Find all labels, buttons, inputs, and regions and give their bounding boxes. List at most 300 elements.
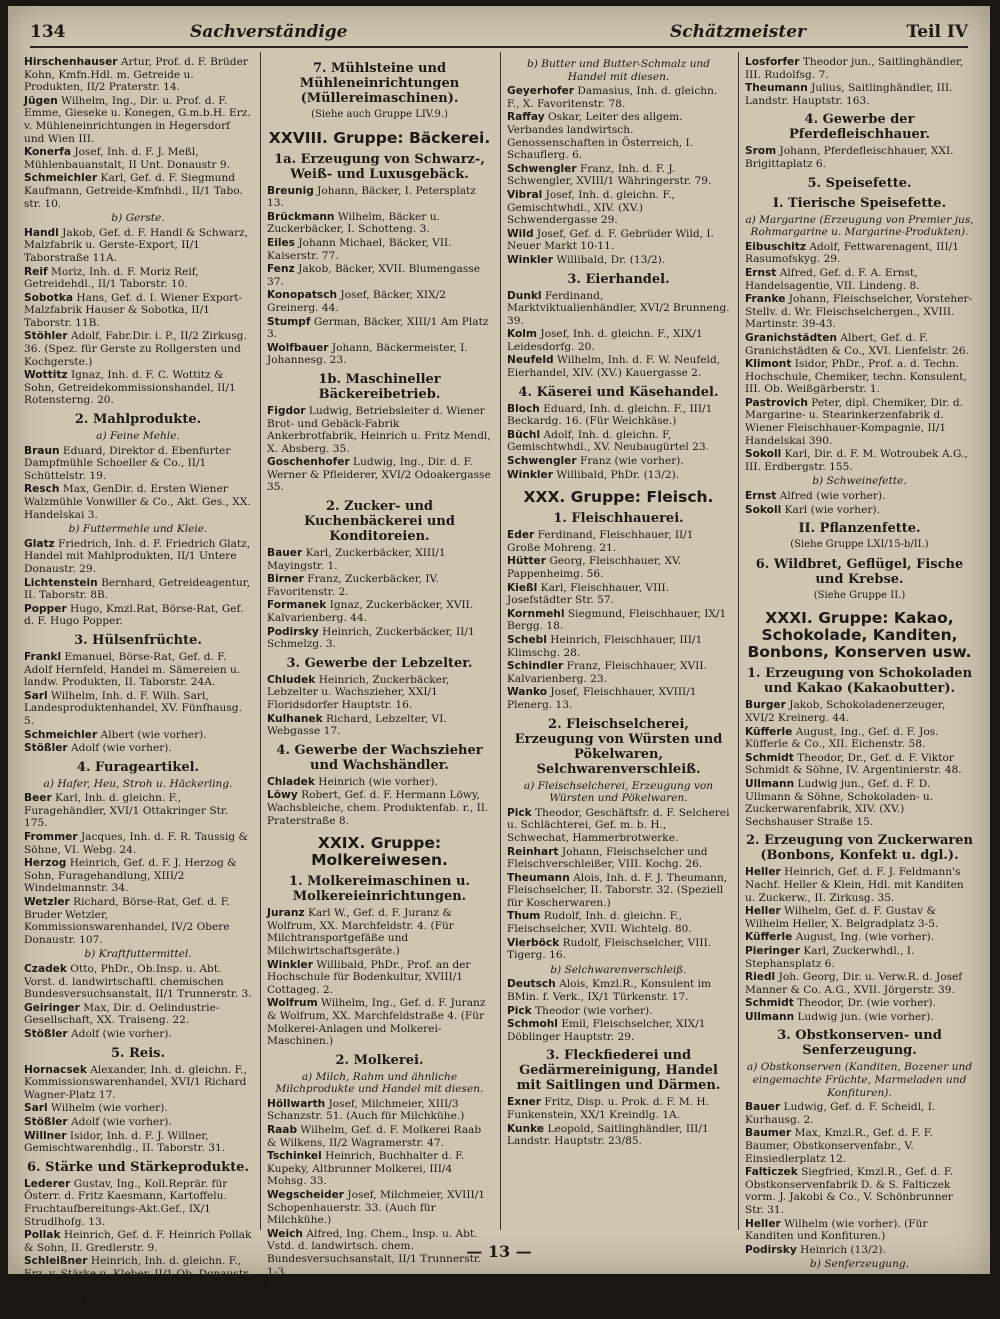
entry-details: Jakob, Schokoladenerzeuger, XVI/2 Kreinerg. 44. (745, 699, 946, 724)
entry-name: Kolm (507, 328, 537, 341)
entry-details: Willibald, PhDr., Prof. an der Hochschule für Bodenkultur, XVIII/1 Cottageg. 2. (267, 958, 471, 996)
entry-details: August, Ing. (wie vorher). (795, 931, 935, 944)
entry-name: Winkler (507, 253, 553, 266)
entry-name: Küfferle (745, 725, 793, 738)
entry-details: Johann, Bäckermeister, I. Johannesg. 23. (267, 341, 468, 367)
entry-details: Josef, Gef. d. F. Gebrüder Wild, I. Neuer Markt 10-11. (507, 227, 714, 253)
entry-name: Jügen (24, 94, 58, 107)
section-heading: 3. Obstkonserven- und Senferzeugung. (777, 1028, 942, 1059)
directory-entry (507, 328, 730, 353)
directory-entry (24, 896, 252, 946)
entry-name: Kießl (507, 581, 538, 594)
entry-details: Oskar, Leiter des allgem. Verbandes landwirtsch. Genossenschaften in Österreich, I. Schauflerg. 6. (507, 111, 694, 162)
entry-name: Wetzler (24, 896, 70, 909)
directory-entry (267, 789, 492, 827)
entry-details: August, Ing., Gef. d. F. Jos. Küfferle & Co., XII. Eichenstr. 58. (745, 725, 939, 751)
entry-details: Adolf, Inh. d. gleichn. F, Gemischtwhdl., XV. Neubaugürtel 23. (507, 428, 709, 454)
cross-reference-note: (Siehe Gruppe II.) (813, 589, 906, 601)
entry-name: Herzog (24, 857, 67, 870)
section-heading: 1. Fleischhauerei. (553, 511, 684, 527)
directory-entry (745, 267, 974, 292)
text-columns (18, 52, 980, 1319)
subsection-heading: a) Milch, Rahm und ähnliche Milchprodukte und Handel mit diesen. (275, 1070, 484, 1096)
entry-name: Geyerhofer (507, 85, 575, 98)
entry-name: Stöhler (24, 330, 68, 343)
directory-entry (745, 866, 974, 904)
entry-name: Heller (745, 866, 781, 879)
entry-name: Lichtenstein (24, 576, 98, 589)
directory-entry (267, 907, 492, 957)
entry-name: Konopatsch (267, 289, 338, 302)
running-header (30, 20, 968, 48)
section-heading: 3. Gewerbe der Lebzelter. (286, 655, 473, 671)
directory-entry (24, 56, 252, 94)
column-1 (18, 52, 258, 1319)
directory-entry (745, 448, 974, 473)
directory-entry (24, 831, 252, 856)
entry-details: Adolf (wie vorher). (71, 1027, 172, 1040)
directory-entry (24, 369, 252, 407)
entry-name: Bloch (507, 402, 540, 415)
directory-entry (24, 1002, 252, 1027)
entry-details: Johann, Bäcker, I. Petersplatz 13. (267, 184, 476, 210)
directory-entry (745, 971, 974, 996)
entry-name: Heller (745, 1217, 781, 1230)
entry-name: Granichstädten (745, 331, 837, 344)
directory-entry (745, 56, 974, 81)
entry-details: Josef, Milchmeier, XIII/3 Schanzstr. 51. (Auch für Milchkühe.) (267, 1097, 465, 1123)
directory-entry (267, 713, 492, 738)
entry-name: Schindler (507, 660, 564, 673)
entry-details: Theodor, Geschäftsfr. d. F. Selcherei u. Schlächterei, Gef. m. b. H., Schwechat, Hammerbrotwerke. (507, 806, 730, 844)
entry-details: Isidor, Inh. d. F. J. Willner, Gemischtwarenhdlg., II. Taborstr. 31. (24, 1129, 226, 1155)
entry-name: Schleißner (24, 1255, 88, 1268)
directory-entry (745, 1218, 974, 1243)
entry-name: Ernst (745, 266, 777, 279)
entry-name: Czadek (24, 963, 67, 975)
entry-name: Deutsch (507, 978, 556, 991)
entry-name: Pick (507, 806, 532, 819)
directory-entry (507, 455, 730, 468)
entry-name: Eiles (267, 236, 295, 249)
entry-details: Ignaz, Inh. d. F. C. Wottitz & Sohn, Getreidekommissionshandel, II/1 Rotensterng. 20. (24, 369, 236, 407)
entry-name: Büchl (507, 428, 541, 441)
entry-name: Lederer (24, 1177, 71, 1190)
entry-name: Winkler (507, 468, 553, 481)
entry-details: Friedrich, Inh. d. F. Friedrich Glatz, Handel mit Mahlprodukten, II/1 Untere Donaustr. 29. (24, 537, 251, 575)
entry-name: Raffay (507, 111, 545, 124)
directory-entry (507, 228, 730, 253)
section-heading: 4. Gewerbe der Wachszieher und Wachshändler. (276, 742, 483, 773)
directory-entry (745, 241, 974, 266)
entry-name: Podirsky (745, 1243, 797, 1256)
section-heading: 1a. Erzeugung von Schwarz-, Weiß- und Luxusgebäck. (274, 151, 485, 182)
section-heading: 2. Zucker- und Kuchenbäckerei und Konditoreien. (304, 499, 455, 545)
directory-entry (745, 1273, 974, 1286)
entry-name: Löwy (267, 789, 298, 802)
subsection-heading: a) Margarine (Erzeugung von Premier jus, Rohmargarine u. Margarine-Produkten). (745, 213, 974, 239)
directory-entry (267, 263, 492, 288)
entry-name: Chladek (267, 775, 315, 788)
entry-details: Siegmund, Fleischhauer, IX/1 Bergg. 18. (507, 607, 727, 633)
directory-entry (24, 445, 252, 483)
entry-name: Willner (24, 1129, 67, 1142)
directory-entry (267, 573, 492, 598)
directory-entry (507, 403, 730, 428)
entry-name: Schmohl (507, 1018, 558, 1031)
entry-details: Wilhelm, Gef. d. F. Gustav & Wilhelm Heller, X. Belgradplatz 3-5. (745, 905, 939, 930)
entry-name: Chludek (267, 673, 316, 686)
entry-details: Hans, Gef. d. I. Wiener Export-Malzfabrik Hauser & Sobotka, II/1 Taborstr. 11B. (24, 291, 243, 329)
entry-name: Baumer (745, 1127, 792, 1140)
directory-entry (507, 978, 730, 1003)
entry-name: Heller (745, 905, 781, 918)
entry-details: Hugo, Kmzl.Rat, Börse-Rat, Gef. d. F. Hugo Popper. (24, 602, 244, 628)
entry-name: Pastrovich (745, 396, 808, 409)
directory-entry (745, 397, 974, 447)
entry-details: Heinrich, Gef. d. F. Heinrich Pollak & Sohn, II. Gredlerstr. 9. (24, 1229, 252, 1254)
book-page (8, 6, 990, 1319)
entry-details: Johann Michael, Bäcker, VII. Kaiserstr. 77. (267, 236, 452, 262)
entry-details: Karl (wie vorher). (784, 503, 880, 516)
directory-entry (745, 905, 974, 930)
entry-name: Kornmehl (507, 607, 565, 620)
subsection-heading: a) Hafer, Heu, Stroh u. Häckerling. (43, 777, 233, 790)
subsection-heading: a) Fleischselcherei, Erzeugung von Würsten und Pökelwaren. (523, 779, 714, 805)
entry-name: Formanek (267, 599, 327, 612)
entry-name: Fenz (267, 263, 295, 276)
directory-entry (267, 342, 492, 367)
entry-details: Peter, dipl. Chemiker, Dir. d. Margarine- u. Stearinkerzenfabrik d. Wiener Fleischhauer-Kompagnie, II/1 Handelskai 390. (745, 396, 964, 447)
directory-entry (267, 1150, 492, 1188)
directory-entry (745, 1101, 974, 1126)
directory-entry (507, 910, 730, 935)
entry-details: Artur, Prof. d. F. Brüder Kohn, Kmfn.Hdl. m. Getreide u. Produkten, II/2 Praterstr. 14. (24, 56, 248, 94)
directory-entry (24, 483, 252, 521)
entry-name: Schwengler (507, 455, 577, 468)
entry-name: Schebl (507, 633, 547, 646)
entry-details: Ignaz, Zuckerbäcker, XVII. Kalvarienberg. 44. (267, 599, 474, 625)
directory-entry (24, 95, 252, 145)
directory-entry (24, 729, 252, 742)
entry-details: Josef, Inh. d. F. J. Meßl, Mühlenbauanstalt, II Unt. Donaustr 9. (24, 146, 230, 171)
subsection-heading: b) Selchwarenverschleiß. (550, 963, 687, 976)
entry-details: Karl, Inh. d. gleichn. F., Furagehändler, XVI/1 Ottakringer Str. 175. (24, 792, 229, 830)
entry-details: Wilhelm (wie vorher). (Für Kanditen und Konfituren.) (745, 1217, 928, 1243)
entry-name: Ullmann (745, 777, 795, 790)
entry-details: Moriz, Inh. d. F. Moriz Reif, Getreidehdl., II/1 Taborstr. 10. (24, 265, 199, 291)
entry-details: Wilhelm (wie vorher). (51, 1102, 168, 1115)
entry-name: Ullmann (745, 1010, 795, 1023)
entry-details: Wilhelm, Gef. d. F. Molkerei Raab & Wilkens, II/2 Wagramerstr. 47. (267, 1124, 482, 1149)
directory-entry (507, 937, 730, 962)
directory-entry (24, 538, 252, 576)
entry-name: Juranz (267, 907, 305, 920)
entry-name: Schmeichler (24, 728, 98, 741)
entry-details: Max, GenDir. d. Ersten Wiener Walzmühle Vonwiller & Co., Akt. Ges., XX. Handelskai 3. (24, 483, 251, 521)
entry-name: Reif (24, 265, 48, 278)
section-heading: 7. Mühlsteine und Mühleneinrichtungen (Müllereimaschinen). (299, 61, 460, 106)
entry-details: Adolf (wie vorher). (71, 1115, 172, 1128)
cross-reference-note: (Siehe auch Gruppe LIV.9.) (311, 109, 448, 120)
section-heading: 4. Käserei und Käsehandel. (518, 384, 719, 400)
section-heading: II. Pflanzenfette. (798, 521, 921, 537)
entry-name: Stößler (24, 742, 68, 755)
entry-details: Willibald, PhDr. (wie vorher). (316, 1279, 473, 1292)
directory-entry (267, 674, 492, 712)
entry-name: Sokoll (745, 448, 782, 461)
directory-entry (745, 504, 974, 517)
entry-details: Adolf, Fabr.Dir. i. P., II/2 Zirkusg. 36. (Spez. für Gerste zu Rollgersten und Kochgerste.) (24, 330, 247, 368)
entry-details: Richard, Lebzelter, VI. Webgasse 17. (267, 712, 447, 738)
directory-entry (24, 172, 252, 210)
entry-name: Raab (267, 1124, 298, 1137)
directory-entry (507, 163, 730, 188)
directory-entry (507, 660, 730, 685)
directory-entry (507, 529, 730, 554)
entry-name: Handl (24, 226, 59, 239)
directory-entry (267, 289, 492, 314)
entry-details: Heinrich, Zuckerbäcker, Lebzelter u. Wachszieher, XXI/1 Floridsdorfer Hauptstr. 16. (267, 673, 450, 711)
directory-entry (745, 931, 974, 944)
entry-name: Bauer (745, 1101, 781, 1114)
entry-details: Max, Dir. d. Oelindustrie-Gesellschaft, XX. Traiseng. 22. (24, 1001, 220, 1027)
directory-entry (745, 1166, 974, 1216)
entry-name: Burger (745, 699, 786, 712)
entry-details: Franz, Fleischhauer, XVII. Kalvarienberg. 23. (507, 660, 707, 685)
directory-entry (267, 1279, 492, 1292)
group-heading: XXVIII. Gruppe: Bäckerei. (268, 128, 491, 147)
header-left-title: Sachverständige (190, 22, 348, 42)
entry-name: Riedl (745, 971, 776, 984)
entry-details: Heinrich, Buchhalter d. F. Kupeky, Altbrunner Molkerei, III/4 Mohsg. 33. (267, 1150, 465, 1188)
subsection-heading: b) Kraftfuttermittel. (84, 948, 192, 961)
entry-name: Stößler (24, 1115, 68, 1128)
directory-entry (507, 469, 730, 482)
entry-details: Karl W., Gef. d. F. Juranz & Wolfrum, XX. Marchfeldstr. 4. (Für Milchtransportgefäße und Milchwirtschaftsgeräte.) (267, 907, 454, 957)
entry-name: Stumpf (267, 315, 311, 328)
entry-name: Winkler (267, 1279, 313, 1292)
section-heading: 6. Wildbret, Geflügel, Fische und Krebse. (755, 556, 964, 587)
directory-entry (24, 963, 252, 1001)
directory-entry (507, 429, 730, 454)
entry-name: Thum (507, 910, 541, 923)
entry-name: Theumann (507, 871, 570, 884)
entry-name: Tschinkel (267, 1150, 322, 1163)
entry-name: Podirsky (267, 625, 319, 638)
entry-name: Pollak (24, 1229, 61, 1242)
section-heading: 1b. Maschineller Bäckereibetrieb. (318, 371, 441, 402)
entry-details: Isidor, PhDr., Prof. a. d. Techn. Hochschule, Chemiker, techn. Konsulent, III. Ob. Weißgärberstr. 1. (745, 358, 967, 396)
directory-entry (507, 1005, 730, 1018)
entry-details: Alfred, Gef. d. F. A. Ernst, Handelsagentie, VII. Lindeng. 8. (745, 266, 920, 292)
section-heading: 3. Fleckfiederei und Gedärmereinigung, Handel mit Saitlingen und Därmen. (516, 1048, 721, 1094)
entry-details: Wilhelm, Ing., Gef. d. F. Juranz & Wolfrum, XX. Marchfeldstraße 4. (Für Molkerei-Anlagen und Molkerei-Maschinen.) (267, 997, 486, 1048)
directory-entry (267, 405, 492, 455)
entry-details: Alois, Kmzl.R., Konsulent im BMin. f. Verk., IX/1 Türkenstr. 17. (507, 978, 712, 1004)
entry-details: Max, Kmzl.R., Gef. d. F. F. Baumer, Obstkonservenfabr., V. Einsiedlerplatz 12. (745, 1127, 933, 1165)
directory-entry (24, 146, 252, 171)
directory-entry (267, 547, 492, 572)
directory-entry (24, 577, 252, 602)
directory-entry (507, 189, 730, 227)
entry-details: Ludwig, Gef. d. F. Scheidl, I. Kurhausg. 2. (745, 1101, 936, 1126)
entry-name: Vierböck (507, 936, 560, 949)
directory-entry (24, 227, 252, 265)
entry-details: Robert, Gef. d. F. Hermann Löwy, Wachsbleiche, chem. Produktenfab. r., II. Praterstraße 8. (267, 789, 489, 827)
entry-name: Weich (267, 1227, 303, 1240)
directory-entry (745, 945, 974, 970)
directory-entry (745, 358, 974, 396)
directory-entry (507, 1123, 730, 1148)
entry-details: Karl, Fleischhauer, VIII. Josefstädter Str. 57. (507, 581, 670, 607)
section-heading: 4. Gewerbe der Pferdefleischhauer. (789, 112, 930, 143)
entry-details: Fritz, Disp. u. Prok. d. F. M. H. Funkenstein, XX/1 Kreindlg. 1A. (507, 1096, 710, 1121)
entry-name: Höllwarth (267, 1097, 326, 1110)
page-footer-marker: — 13 — (466, 1242, 532, 1261)
entry-details: Damasius, Inh. d. gleichn. F., X. Favoritenstr. 78. (507, 85, 718, 110)
entry-details: Karl, Zuckerwhdl., I. Stephansplatz 6. (745, 944, 915, 970)
entry-name: Schwengler (507, 162, 577, 175)
entry-details: Alfred (wie vorher). (779, 490, 886, 503)
entry-details: Heinrich (wie vorher). (318, 775, 438, 788)
directory-entry (745, 1011, 974, 1024)
entry-details: Adolf, Fettwarenagent, III/1 Rasumofskyg. 29. (745, 240, 959, 266)
directory-entry (267, 997, 492, 1047)
entry-name: Dunkl (507, 289, 542, 302)
entry-details: Emil, Fleischselcher, XIX/1 Döblinger Hauptstr. 29. (507, 1018, 706, 1043)
section-heading: 2. Erzeugung von Zuckerwaren (Bonbons, Konfekt u. dgl.). (746, 833, 973, 864)
entry-details: Johann, Fleischselcher und Fleischverschleißer, VIII. Kochg. 26. (507, 845, 708, 871)
entry-name: Exner (507, 1096, 542, 1109)
entry-name: Wild (507, 227, 534, 240)
directory-entry (267, 185, 492, 210)
directory-entry (745, 752, 974, 777)
directory-entry (507, 1018, 730, 1043)
entry-name: Goschenhofer (267, 456, 350, 469)
entry-details: Jakob, Bäcker, XVII. Blumengasse 37. (267, 263, 480, 288)
entry-details: Bernhard, Getreideagentur, II. Taborstr. 8B. (24, 576, 251, 602)
entry-name: Sarl (24, 689, 48, 702)
directory-entry (745, 490, 974, 503)
entry-details: Otto, PhDr., Ob.Insp. u. Abt. Vorst. d. landwirtschaftl. chemischen Bundesversuchsanstalt, II/1 Trunnerstr. 3. (24, 963, 252, 1001)
directory-entry (267, 316, 492, 341)
directory-entry (745, 726, 974, 751)
entry-name: Breunig (267, 184, 314, 197)
header-right-title: Schätzmeister (670, 22, 806, 42)
group-heading: XXIX. Gruppe: Molkereiwesen. (311, 834, 448, 870)
directory-entry (24, 1130, 252, 1155)
directory-entry (24, 266, 252, 291)
entry-details: Ferdinand, Fleischhauer, II/1 Große Mohreng. 21. (507, 529, 694, 554)
directory-entry (507, 1096, 730, 1121)
entry-name: Frankl (24, 650, 62, 663)
entry-name: Schmidt (745, 997, 794, 1010)
directory-entry (267, 237, 492, 262)
entry-name: Kulhanek (267, 712, 323, 725)
entry-name: Franke (745, 293, 786, 306)
section-heading: 2. Molkerei. (335, 1052, 424, 1068)
entry-details: Ludwig jun. (wie vorher). (797, 1010, 934, 1023)
directory-entry (24, 857, 252, 895)
section-heading: 4. Furageartikel. (76, 759, 200, 775)
entry-name: Sarl (24, 1102, 48, 1115)
subsection-heading: b) Senferzeugung. (809, 1258, 910, 1271)
entry-details: Rudolf, Inh. d. gleichn. F., Fleischselcher, XVII. Wichtelg. 80. (507, 910, 692, 936)
subsection-heading: b) Schweinefette. (812, 475, 907, 488)
entry-name: Bauer (267, 547, 303, 560)
entry-name: Neufeld (507, 354, 554, 367)
directory-entry (24, 1116, 252, 1129)
cross-reference-note: (Siehe Gruppe LXI/15-b/II.) (790, 539, 929, 551)
column-3 (500, 52, 736, 1230)
directory-entry (507, 290, 730, 328)
entry-details: Karl, Zuckerbäcker, XIII/1 Mayingstr. 1. (267, 547, 446, 572)
entry-name: Popper (24, 602, 67, 615)
entry-details: Wilhelm, Bäcker u. Zuckerbäcker, I. Schotteng. 3. (267, 210, 440, 236)
directory-entry (507, 85, 730, 110)
section-heading: 5. Reis. (111, 1045, 165, 1061)
entry-details: Albert (wie vorher). (100, 728, 207, 741)
entry-name: Beer (24, 792, 52, 805)
directory-entry (24, 742, 252, 755)
entry-name: Ernst (745, 490, 777, 503)
section-heading: I. Tierische Speisefette. (772, 195, 947, 211)
directory-entry (24, 690, 252, 728)
entry-name: Hornacsek (24, 1063, 87, 1076)
entry-details: Heinrich (13/2). (800, 1243, 886, 1256)
directory-entry (745, 293, 974, 331)
entry-details: Unbesetzt. (745, 1272, 803, 1285)
entry-details: Josef, Bäcker, XIX/2 Greinerg. 44. (267, 289, 446, 314)
entry-details: Heinrich, Zuckerbäcker, II/1 Schmelzg. 3. (267, 625, 475, 651)
entry-details: Heinrich, Gef. d. F. J. Feldmann's Nachf. Heller & Klein, Hdl. mit Kanditen u. Zuckerw., II. Zirkusg. 35. (745, 866, 964, 904)
entry-details: Hugo, Ing., techn. Konsulent f. d. ges. Stärkeindustrie, XIX/2 Crocag. 10. (24, 1294, 251, 1319)
entry-details: Josef, Fleischhauer, XVIII/1 Plenerg. 13. (507, 686, 697, 711)
entry-details: Siegfried, Kmzl.R., Gef. d. F. Obstkonservenfabrik D. & S. Falticzek vorm. J. Jakobi & Co., V. Schönbrunner Str. 31. (745, 1166, 953, 1216)
entry-name: Sokoll (745, 503, 782, 516)
page-number: 134 (30, 22, 66, 42)
entry-name: Wolfrum (267, 997, 318, 1010)
entry-name: Hütter (507, 555, 546, 568)
section-heading: 1. Erzeugung von Schokoladen und Kakao (Kakaobutter). (746, 666, 973, 697)
entry-details: Heinrich, Gef. d. F. J. Herzog & Sohn, Furagehandlung, XIII/2 Windelmannstr. 34. (24, 857, 237, 895)
directory-entry (507, 582, 730, 607)
directory-entry (745, 332, 974, 357)
directory-entry (267, 1098, 492, 1123)
directory-entry (745, 145, 974, 170)
entry-details: Karl, Dir. d. F. M. Wotroubek A.G., III. Erdbergstr. 155. (745, 448, 968, 473)
group-heading: XXX. Gruppe: Fleisch. (523, 488, 714, 507)
entry-details: Theodor, Dr. (wie vorher). (797, 997, 936, 1010)
entry-details: Ludwig, Betriebsleiter d. Wiener Brot- und Gebäck-Fabrik Ankerbrotfabrik, Heinrich u. Fritz Mendl, X. Absberg. 35. (267, 404, 491, 455)
section-heading: 2. Mahlprodukte. (74, 412, 202, 428)
directory-entry (24, 330, 252, 368)
entry-details: Johann, Fleischselcher, Vorsteher-Stellv. d. Wr. Fleischselchergen., XVIII. Martinstr. 39-43. (745, 293, 973, 331)
directory-entry (267, 776, 492, 789)
entry-name: Konerfa (24, 146, 72, 159)
entry-name: Falticzek (745, 1166, 798, 1179)
column-2 (260, 52, 498, 1292)
entry-name: Pick (507, 1004, 532, 1017)
entry-name: Wanko (507, 686, 548, 699)
entry-name: Hirschenhauser (24, 56, 118, 68)
entry-details: Ludwig jun., Gef. d. F. D. Ullmann & Söhne, Schokoladen- u. Zuckerwarenfabrik, XIV. (XV.) Sechshauser Straße 15. (745, 777, 934, 828)
entry-details: Rudolf, Fleischselcher, VIII. Tigerg. 16. (507, 936, 712, 962)
entry-details: Alfred, Ing. Chem., Insp. u. Abt. Vstd. d. landwirtsch. chem. Bundesversuchsanstalt, II/1 Trunnerstr. 1-3. (267, 1227, 482, 1278)
column-4 (738, 52, 980, 1285)
entry-details: Jakob, Gef. d. F. Handl & Schwarz, Malzfabrik u. Gerste-Export, II/1 Taborstraße 11A. (24, 226, 249, 264)
